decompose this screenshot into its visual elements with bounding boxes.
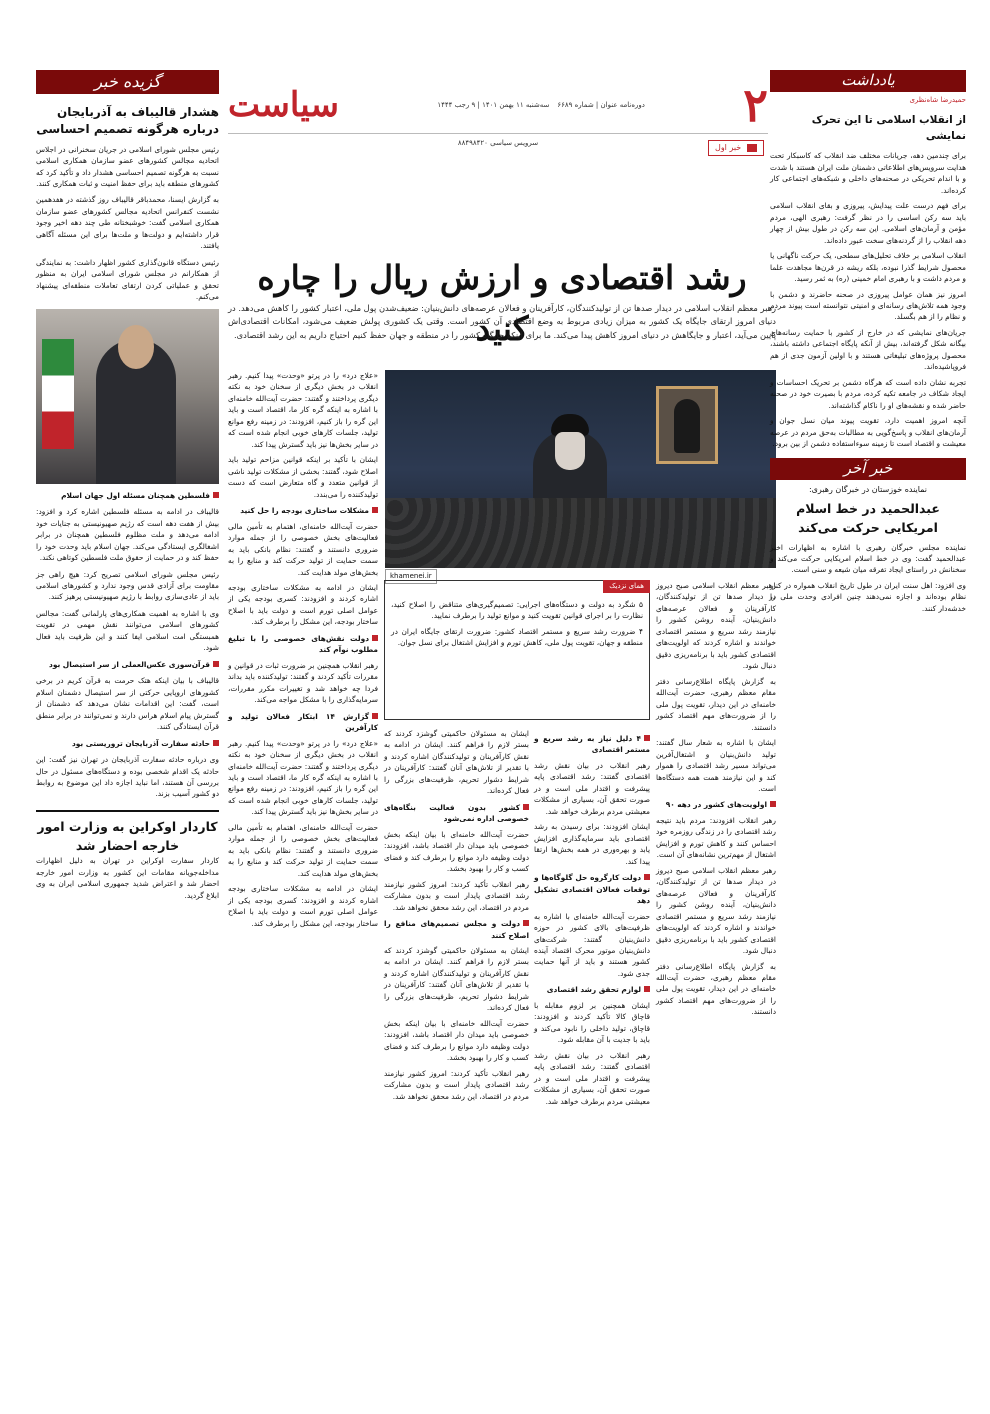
paragraph: رهبر انقلاب در بیان نقش رشد اقتصادی گفتند: رشد اقتصادی پایه پیشرفت و اقتدار ملی است و در صورت تحقق آن، بسیاری از مشکلات معیشتی مردم برطرف خواهد شد.	[534, 1050, 650, 1106]
page-number: ۲	[743, 77, 768, 132]
paragraph: حضرت آیت‌الله خامنه‌ای با بیان اینکه بخش خصوصی باید میدان دار اقتصاد باشد، افزودند: دولت وظیفه دارد موانع را برطرف کند و فضای کسب و کار را بهبود بخشد.	[384, 1018, 529, 1063]
speaker-photo	[36, 309, 219, 484]
paragraph: برای چندمین دهه، جریانات مختلف ضد انقلاب که کاسبکار تحت هدایت سرویس‌های اطلاعاتی دشمنان ملت ایران هستند با شدت و با اندام تحریکی در صحنه‌های داخلی و شبکه‌های اجتماعی کار کرده‌اند.	[770, 151, 966, 195]
paragraph: نماینده مجلس خبرگان رهبری با اشاره به اظهارات اخیر عبدالحمید گفت: وی در خط اسلام امریکایی حرکت می‌کند و سخنانش در راستای ایجاد تفرقه میان شیعه و سنی است.	[770, 542, 966, 575]
brief-title: هشدار قالیباف به آذربایجان درباره هرگونه تصمیم احساسی	[36, 105, 219, 136]
main-headline: رشد اقتصادی و ارزش ریال را چاره کنید	[257, 258, 747, 349]
subheading: اولویت‌های کشور در دهه ۹۰	[656, 799, 776, 810]
subheading: حادثه سفارت آذربایجان تروریستی بود	[36, 738, 219, 749]
section-tag-label: خبر اول	[715, 143, 742, 152]
paragraph: رئیس مجلس شورای اسلامی تصریح کرد: هیچ راهی جز مقاومت برای آزادی قدس وجود ندارد و کشورهای اسلامی باید از عادی‌سازی روابط با رژیم صهیونیستی پرهیز کنند.	[36, 569, 219, 602]
paragraph: حضرت آیت‌الله خامنه‌ای با اشاره به ظرفیت‌های بالای کشور در حوزه دانش‌بنیان گفتند: شرکت‌های دانش‌بنیان موتور محرک اقتصاد آینده کشور هستند و باید از آنها حمایت جدی شود.	[534, 911, 650, 978]
paragraph: رهبر انقلاب افزودند: مردم باید نتیجه رشد اقتصادی را در زندگی روزمره خود احساس کنند و کاهش تورم و افزایش اشتغال از مهم‌ترین نشانه‌های آن است.	[656, 815, 776, 860]
paragraph: جریان‌های نمایشی که در خارج از کشور با حمایت رسانه‌های بیگانه شکل گرفته‌اند، بیش از آنکه پایگاه اجتماعی داشته باشند، محصول پروژه‌های تبلیغاتی هستند و با اولین آزمون جدی از هم فروپاشیده‌اند.	[770, 327, 966, 372]
paragraph: آنچه امروز اهمیت دارد، تقویت پیوند میان نسل جوان و آرمان‌های انقلاب و پاسخ‌گویی به مطالبات به‌حق مردم در عرصه معیشت و اقتصاد است تا زمینه سوءاستفاده دشمن از بین برود.	[770, 416, 966, 449]
paragraph: به گزارش پایگاه اطلاع‌رسانی دفتر مقام معظم رهبری، حضرت آیت‌الله خامنه‌ای در این دیدار، تقویت پول ملی را از ضرورت‌های مهم اقتصاد کشور دانستند.	[656, 676, 776, 732]
paragraph: رئیس مجلس شورای اسلامی در جریان سخنرانی در اجلاس اتحادیه مجالس کشورهای عضو سازمان همکاری اسلامی نسبت به هرگونه تصمیم احساسی هشدار داد و تأکید کرد که کشورهای منطقه باید برای حفظ امنیت و ثبات همکاری کنند.	[36, 144, 219, 188]
paragraph: قالیباف در ادامه به مسئله فلسطین اشاره کرد و افزود: بیش از هفت دهه است که رژیم صهیونیستی به جنایات خود ادامه می‌دهد و ملت مظلوم فلسطین همچنان در برابر اشغالگری ایستادگی می‌کند. جهان اسلام باید وحدت خود را حفظ کند و در حمایت از حقوق ملت فلسطین کوتاهی نکند.	[36, 507, 219, 563]
audience	[385, 498, 776, 568]
subheading: دولت نقش‌های خصوصی را با تبلیغ مطلوب نوآم کند	[228, 633, 378, 655]
paragraph: ایشان با اشاره به شعار سال گفتند: تولید دانش‌بنیان و اشتغال‌آفرین می‌تواند مسیر رشد اقتصادی را هموار کند و این نیازمند همت همه دستگاه‌ها است.	[656, 738, 776, 793]
section-tag	[708, 140, 764, 156]
paragraph: رهبر معظم انقلاب اسلامی صبح دیروز در دیدار صدها تن از تولیدکنندگان، کارآفرینان و فعالان عرصه‌های دانش‌بنیان، آینده روشن کشور را نیازمند رشد سریع و مستمر اقتصادی خواندند و اشاره کردند که اولویت‌های اقتصادی کشور باید با برنامه‌ریزی دقیق دنبال شود.	[656, 581, 776, 671]
sidebar-list	[391, 599, 643, 649]
paragraph: تجربه نشان داده است که هرگاه دشمن بر تحریک احساسات و ایجاد شکاف در جامعه تکیه کرده، مردم با بصیرت خود در صحنه حاضر شده و نقشه‌های او را ناکام گذاشته‌اند.	[770, 377, 966, 410]
paragraph: به گزارش ایسنا، محمدباقر قالیباف روز گذشته در هفدهمین نشست کنفرانس اتحادیه مجالس کشورهای عضو سازمان همکاری اسلامی گفت: خوشبختانه طی چند دهه اخیر وجود قرار داشته‌ایم و دولت‌ها و ملت‌ها برای این مسئله آگاهی یافتند.	[36, 195, 219, 251]
sidebar-tag: همای نزدیک	[603, 580, 650, 593]
flag-icon	[42, 339, 74, 449]
article-column-a	[228, 370, 378, 1390]
flag-icon	[747, 144, 757, 152]
paragraph: وی با اشاره به اهمیت همکاری‌های پارلمانی گفت: مجالس کشورهای اسلامی می‌توانند نقش مهمی در تقویت همبستگی امت اسلامی ایفا کنند و این ظرفیت باید فعال شود.	[36, 608, 219, 653]
issue-meta	[437, 100, 644, 111]
paragraph: ایشان با تأکید بر اینکه قوانین مزاحم تولید باید اصلاح شود، گفتند: بخشی از مشکلات تولید ناشی از قوانین متعدد و گاه متعارض است که دست تولیدکننده را می‌بندد.	[228, 455, 378, 499]
paragraph: رهبر معظم انقلاب اسلامی صبح دیروز در دیدار صدها تن از تولیدکنندگان، کارآفرینان و فعالان عرصه‌های دانش‌بنیان، آینده روشن کشور را نیازمند رشد سریع و مستمر اقتصادی خواندند و اشاره کردند که اولویت‌های اقتصادی کشور باید با برنامه‌ریزی دقیق دنبال شود.	[656, 865, 776, 956]
paragraph: حضرت آیت‌الله خامنه‌ای، اهتمام به تأمین مالی فعالیت‌های بخش خصوصی را از جمله موارد ضروری دانستند و گفتند: نظام بانکی باید به سمت حمایت از تولید حرکت کند و منابع را به بخش‌های مولد هدایت کند.	[228, 521, 378, 577]
subheading: فلسطین همچنان مسئله اول جهان اسلام	[36, 490, 219, 501]
paragraph: وی درباره حادثه سفارت آذربایجان در تهران نیز گفت: این حادثه یک اقدام شخصی بوده و دستگاه‌های مسئول در حال بررسی آن هستند، اما نباید اجازه داد این موضوع به روابط دو کشور آسیب بزند.	[36, 755, 219, 799]
subheading: دولت کارگروه حل گلوگاه‌ها و توقعات فعالان اقتصادی تشکیل دهد	[534, 873, 650, 906]
paragraph: رئیس دستگاه قانون‌گذاری کشور اظهار داشت: به نمایندگی از همکارانم در مجلس شورای اسلامی ایران به منظور تحقق و عملیاتی کردن ارتقای تعاملات منطقه‌ای پیشنهاد می‌کنم.	[36, 257, 219, 302]
paragraph: ایشان در ادامه به مشکلات ساختاری بودجه اشاره کردند و افزودند: کسری بودجه یکی از عوامل اصلی تورم است و دولت باید با اصلاح ساختار بودجه، این مشکل را برطرف کند.	[228, 582, 378, 627]
article-column-d	[384, 728, 529, 1388]
service-phone: سرویس سیاسی ۸۸۴۹۸۴۲۰	[457, 139, 539, 147]
paragraph: ایشان افزودند: برای رسیدن به رشد اقتصادی باید سرمایه‌گذاری افزایش یابد و بهره‌وری در همه بخش‌ها ارتقا پیدا کند.	[534, 822, 650, 866]
photo-credit: khamenei.ir	[385, 569, 437, 584]
paragraph: ایشان در ادامه به مشکلات ساختاری بودجه اشاره کردند و افزودند: کسری بودجه یکی از عوامل اصلی تورم است و دولت باید با اصلاح ساختار بودجه، این مشکل را برطرف کند.	[228, 884, 378, 928]
section-name: سیاست	[228, 85, 339, 126]
paragraph: ایشان به مسئولان حاکمیتی گوشزد کردند که بستر لازم را فراهم کنند. ایشان در ادامه به نقش کارآفرینان و تولیدکنندگان اشاره کردند و با تقدیر از تلاش‌های آنان گفتند: کارآفرینان در شرایط دشوار تحریم، ظرفیت‌های بزرگی را فعال کرده‌اند.	[384, 945, 529, 1013]
paragraph: انقلاب اسلامی بر خلاف تحلیل‌های سطحی، یک حرکت ناگهانی یا محصول شرایط گذرا نبوده، بلکه ریشه در قرن‌ها مجاهدت علما و مردم داشت و با رهبری امام خمینی (ره) به ثمر رسید.	[770, 251, 966, 284]
last-news-banner: خبر آخر	[770, 458, 966, 480]
note-column	[770, 70, 966, 1394]
paragraph: حضرت آیت‌الله خامنه‌ای با بیان اینکه بخش خصوصی باید میدان دار اقتصاد باشد، افزودند: دولت وظیفه دارد موانع را برطرف کند و فضای کسب و کار را بهبود بخشد.	[384, 829, 529, 874]
subheading: مشکلات ساختاری بودجه را حل کنید	[228, 505, 378, 516]
portrait-frame	[656, 386, 718, 464]
sidebar-item: ۴ ضرورت رشد سریع و مستمر اقتصاد کشور: ضرورت ارتقای جایگاه ایران در منطقه و جهان، تقویت پول ملی، کاهش تورم و افزایش اشتغال برای نسل جوان.	[391, 626, 643, 648]
article-column-c	[656, 580, 776, 1388]
article-column-b	[534, 728, 650, 1388]
paragraph: قالیباف با بیان اینکه هتک حرمت به قرآن کریم در برخی کشورهای اروپایی حرکتی از سر استیصال دشمنان اسلام است، گفت: این اقدامات نشان می‌دهد که دشمنان از گسترش پیام اسلام هراس دارند و نمی‌توانند در برابر منطق قرآن ایستادگی کنند.	[36, 676, 219, 732]
main-photo	[385, 370, 776, 568]
subheading: لوازم تحقق رشد اقتصادی	[534, 984, 650, 995]
subheading: قرآن‌سوزی عکس‌العملی از سر استیصال بود	[36, 659, 219, 670]
issue-meta-1: دوره‌نامه عنوان | شماره ۶۶۸۹	[557, 101, 645, 110]
paragraph: برای فهم درست علت پیدایش، پیروزی و بقای انقلاب اسلامی باید سه رکن اساسی را در نظر گرفت: رهبری الهی، مردم مؤمن و آرمان‌های اسلامی. این سه رکن در طول بیش از چهار دهه انقلاب را از گردنه‌های سخت عبور داده‌اند.	[770, 201, 966, 245]
last-news-title: عبدالحمید در خط اسلام امریکایی حرکت می‌کند	[796, 501, 940, 535]
paragraph: به گزارش پایگاه اطلاع‌رسانی دفتر مقام معظم رهبری، حضرت آیت‌الله خامنه‌ای در این دیدار، تقویت پول ملی را از ضرورت‌های مهم اقتصاد کشور دانستند.	[656, 961, 776, 1017]
last-news-kicker: نماینده خوزستان در خبرگان رهبری:	[808, 484, 928, 494]
paragraph: حضرت آیت‌الله خامنه‌ای، اهتمام به تأمین مالی فعالیت‌های بخش خصوصی را از جمله موارد ضروری دانستند و گفتند: نظام بانکی باید به سمت حمایت از تولید حرکت کند و منابع را به بخش‌های مولد هدایت کند.	[228, 822, 378, 878]
note-title: از انقلاب اسلامی تا این تحرک نمایشی	[811, 113, 966, 143]
paragraph: رهبر انقلاب تأکید کردند: امروز کشور نیازمند رشد اقتصادی پایدار است و بدون مشارکت مردم در اقتصاد، این رشد محقق نخواهد شد.	[384, 879, 529, 912]
subheading: کشور بدون فعالیت بنگاه‌های خصوصی اداره نمی‌شود	[384, 802, 529, 824]
sidebar-item: ۵ شگرد به دولت و دستگاه‌های اجرایی: تصمیم‌گیری‌های متناقض را اصلاح کنید، نظارت را بر اجرای قوانین تقویت کنید و موانع تولید را برطرف نمایید.	[391, 600, 643, 621]
paragraph: ایشان همچنین بر لزوم مقابله با قاچاق کالا تأکید کردند و افزودند: قاچاق، تولید داخلی را نابود می‌کند و باید با جدیت با آن مقابله شود.	[534, 1000, 650, 1045]
news-brief-column	[36, 70, 219, 1384]
page-header	[228, 78, 768, 228]
note-banner: یادداشت	[770, 70, 966, 92]
paragraph: رهبر انقلاب در بیان نقش رشد اقتصادی گفتند: رشد اقتصادی پایه پیشرفت و اقتدار ملی است و در صورت تحقق آن، بسیاری از مشکلات معیشتی مردم برطرف خواهد شد.	[534, 760, 650, 816]
subheading: دولت و مجلس تصمیم‌های منافع را اصلاح کنند	[384, 919, 529, 940]
subheading: ۴ دلیل نیاز به رشد سریع و مستمر اقتصادی	[534, 734, 650, 755]
paragraph: امروز نیز همان عوامل پیروزی در صحنه حاضرند و دشمن با وجود همه تلاش‌های رسانه‌ای و امنیتی نتوانسته است پیوند مردم و نظام را از هم بگسلد.	[770, 289, 966, 322]
paragraph: «علاج درد» را در پرتو «وحدت» پیدا کنیم. رهبر انقلاب در بخش دیگری از سخنان خود به نکته دیگری پرداختند و گفتند: حضرت آیت‌الله خامنه‌ای با اشاره به اینکه گره کار ما، اقتصاد است و باید این گره را باز کنیم، افزودند: در زمینه رفع موانع تولید، جلسات کارهای خوبی انجام شده است که در سایر بخش‌ها نیز باید گسترش پیدا کند.	[228, 371, 378, 449]
masthead	[228, 78, 768, 134]
author-name: حمیدرضا شاه‌نظری	[909, 96, 966, 104]
paragraph: رهبر انقلاب تأکید کردند: امروز کشور نیازمند رشد اقتصادی پایدار است و بدون مشارکت مردم در اقتصاد، این رشد محقق نخواهد شد.	[384, 1068, 529, 1101]
lead-paragraph: رهبر معظم انقلاب اسلامی در دیدار صدها تن از تولیدکنندگان، کارآفرینان و فعالان عرصه‌های دانش‌بنیان: ضعیف‌شدن پول ملی، اعتبار کشور را کاهش می‌دهد. در دنیای امروز ارتقای جایگاه یک کشور به میزان زیادی مربوط به وضع اقتصادی آن کشور است. وقتی یک کشوری پولش ضعیف می‌شود، امکانات اقتصادی‌اش پایین می‌آید، اعتبار و جایگاهش در دنیای امروز کاهش پیدا می‌کند. ما برای اینکه جایگاه کشور را در منطقه و جهان حفظ کنیم احتیاج داریم به این رشد اقتصادی.	[228, 303, 776, 340]
box-headline: کاردار اوکراین به وزارت امور خارجه احضار شد	[36, 810, 219, 856]
subheading: گزارش ۱۴ ابتکار فعالان تولید و کارآفرین	[228, 711, 378, 733]
issue-meta-2: سه‌شنبه ۱۱ بهمن ۱۴۰۱ | ۹ رجب ۱۴۴۴	[437, 101, 550, 110]
sidebar-box	[384, 580, 650, 720]
paragraph: رهبر انقلاب همچنین بر ضرورت ثبات در قوانین و مقررات تأکید کردند و گفتند: تولیدکننده باید بداند فردا چه خواهد شد و تغییرات مکرر مقررات، سرمایه‌گذاری را با مشکل مواجه می‌کند.	[228, 660, 378, 705]
column-banner: گزیده خبر	[36, 70, 219, 94]
paragraph: کاردار سفارت اوکراین در تهران به دلیل اظهارات مداخله‌جویانه مقامات این کشور به وزارت امور خارجه احضار شد و اعتراض شدید جمهوری اسلامی ایران به وی ابلاغ گردید.	[36, 856, 219, 900]
paragraph: «علاج درد» را در پرتو «وحدت» پیدا کنیم. رهبر انقلاب در بخش دیگری از سخنان خود به نکته دیگری پرداختند و گفتند: حضرت آیت‌الله خامنه‌ای با اشاره به اینکه گره کار ما، اقتصاد است و باید این گره را باز کنیم، افزودند: در زمینه رفع موانع تولید، جلسات کارهای خوبی انجام شده است که در سایر بخش‌ها نیز باید گسترش پیدا کند.	[228, 738, 378, 817]
paragraph: وی افزود: اهل سنت ایران در طول تاریخ انقلاب همواره در کنار نظام بوده‌اند و اجازه نمی‌دهند چنین افرادی وحدت ملی را خدشه‌دار کنند.	[770, 580, 966, 613]
paragraph: ایشان به مسئولان حاکمیتی گوشزد کردند که بستر لازم را فراهم کنند. ایشان در ادامه به نقش کارآفرینان و تولیدکنندگان اشاره کردند و با تقدیر از تلاش‌های آنان گفتند: کارآفرینان در شرایط دشوار تحریم، ظرفیت‌های بزرگی را فعال کرده‌اند.	[384, 729, 529, 796]
